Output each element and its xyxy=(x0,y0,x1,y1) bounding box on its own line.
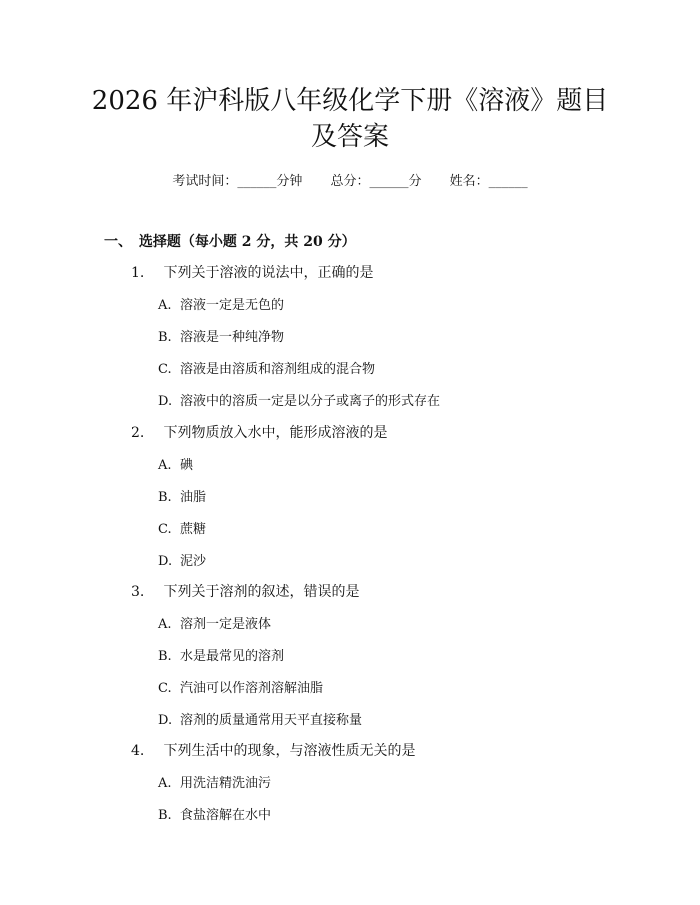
option-item xyxy=(158,454,193,473)
option-letter: B. xyxy=(158,808,172,823)
question-number: 3. xyxy=(131,584,145,600)
option-item xyxy=(158,772,271,791)
option-letter: A. xyxy=(158,458,172,473)
option-item xyxy=(158,613,271,632)
question-text: 下列关于溶剂的叙述，错误的是 xyxy=(163,584,360,600)
option-item xyxy=(158,645,284,664)
option-letter: C. xyxy=(158,522,172,537)
question-3 xyxy=(131,581,359,601)
option-text: 水是最常见的溶剂 xyxy=(180,649,285,664)
question-number: 2. xyxy=(131,425,145,441)
question-text: 下列生活中的现象，与溶液性质无关的是 xyxy=(163,743,416,759)
exam-time: 考试时间：______分钟 xyxy=(172,174,303,189)
option-text: 溶剂的质量通常用天平直接称量 xyxy=(180,713,363,728)
option-text: 汽油可以作溶剂溶解油脂 xyxy=(180,681,324,696)
option-letter: D. xyxy=(158,713,173,728)
question-4 xyxy=(131,740,415,760)
section-heading xyxy=(104,231,356,251)
option-item xyxy=(158,358,375,377)
document-title-line1: 2026 年沪科版八年级化学下册《溶液》题目 xyxy=(91,86,609,116)
option-text: 泥沙 xyxy=(180,554,207,569)
option-letter: C. xyxy=(158,362,172,377)
option-item xyxy=(158,709,362,728)
question-text: 下列物质放入水中，能形成溶液的是 xyxy=(163,425,388,441)
section-title: 选择题（每小题 2 分，共 20 分） xyxy=(138,234,356,250)
exam-info xyxy=(0,170,700,189)
question-2 xyxy=(131,422,387,442)
question-number: 1. xyxy=(131,265,145,281)
question-1 xyxy=(131,262,373,282)
option-text: 碘 xyxy=(180,458,194,473)
option-item xyxy=(158,804,271,823)
option-item xyxy=(158,518,206,537)
option-item xyxy=(158,550,206,569)
option-item xyxy=(158,677,323,696)
option-item xyxy=(158,486,206,505)
exam-score: 总分：______分 xyxy=(330,174,422,189)
option-text: 油脂 xyxy=(180,490,207,505)
option-text: 溶剂一定是液体 xyxy=(180,617,272,632)
option-letter: D. xyxy=(158,394,173,409)
option-text: 用洗洁精洗油污 xyxy=(180,776,272,791)
option-text: 溶液是一种纯净物 xyxy=(180,330,285,345)
option-letter: A. xyxy=(158,298,172,313)
question-text: 下列关于溶液的说法中，正确的是 xyxy=(163,265,374,281)
option-text: 溶液是由溶质和溶剂组成的混合物 xyxy=(180,362,376,377)
exam-name: 姓名：______ xyxy=(449,174,528,189)
option-letter: B. xyxy=(158,649,172,664)
option-item xyxy=(158,390,440,409)
option-letter: B. xyxy=(158,330,172,345)
section-number: 一、 xyxy=(104,234,132,250)
option-text: 食盐溶解在水中 xyxy=(180,808,272,823)
option-letter: D. xyxy=(158,554,173,569)
option-letter: A. xyxy=(158,617,172,632)
option-item xyxy=(158,294,284,313)
question-number: 4. xyxy=(131,743,145,759)
option-item xyxy=(158,326,284,345)
document-title-line2: 及答案 xyxy=(310,122,389,152)
option-text: 溶液一定是无色的 xyxy=(180,298,285,313)
option-text: 蔗糖 xyxy=(180,522,207,537)
option-text: 溶液中的溶质一定是以分子或离子的形式存在 xyxy=(180,394,441,409)
option-letter: B. xyxy=(158,490,172,505)
option-letter: C. xyxy=(158,681,172,696)
option-letter: A. xyxy=(158,776,172,791)
